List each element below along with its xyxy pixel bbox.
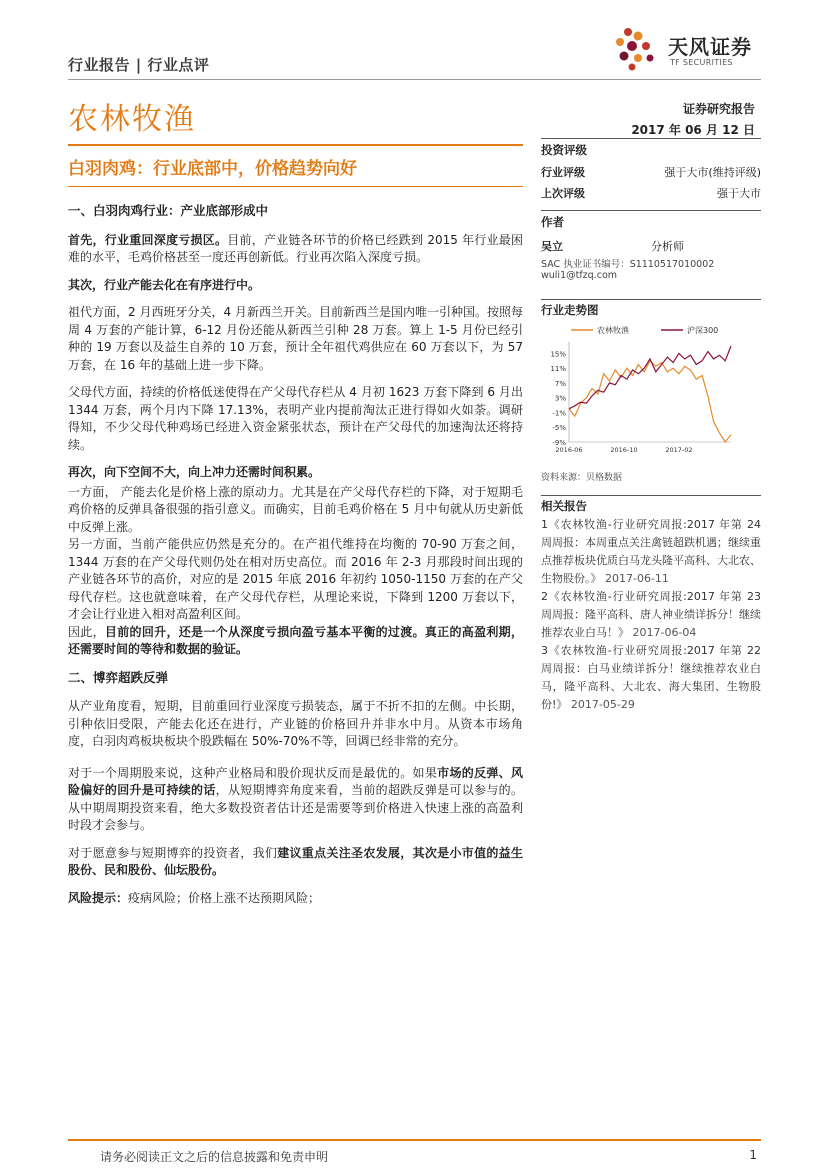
section-heading-1: 一、白羽肉鸡行业：产业底部形成中 <box>68 203 269 218</box>
rating-heading: 投资评级 <box>541 143 587 157</box>
logo-dot <box>616 38 624 46</box>
chart-y-tick-label: 3% <box>554 394 566 403</box>
industry-rating-value: 强于大市(维持评级) <box>664 166 761 179</box>
logo-text-cn: 天风证券 <box>668 35 752 59</box>
logo-dot <box>634 32 643 41</box>
section-heading-2: 二、博弈超跌反弹 <box>68 669 169 685</box>
related-header <box>541 495 761 514</box>
prev-rating-value: 强于大市 <box>717 187 761 200</box>
report-type: 证券研究报告 <box>682 102 755 116</box>
chart-heading: 行业走势图 <box>541 303 599 317</box>
paragraph-1-text: 目前，产业链各环节的价格已经跌到 2015 年行业最困难的水平，毛鸡价格甚至一度还再创新低。行业再次陷入深度亏损。 <box>68 232 523 264</box>
chart-rule <box>541 299 761 300</box>
paragraph-11-emphasis: 建议重点关注圣农发展，其次是小市值的益生股份、民和股份、仙坛股份。 <box>68 845 523 877</box>
author-heading: 作者 <box>541 215 564 229</box>
paragraph-4: 父母代方面，持续的价格低迷使得在产父母代存栏从 4 月初 1623 万套下降到 6 月出 1344 万套，两个月内下降 17.13%，表明产业内提前淘汰正进行得如火如荼。调研得知，不少父母代种鸡场已经进入资金紧张状态，预计在产父母代的加速淘汰还将持续。 <box>68 385 523 452</box>
chart-series-line-1 <box>569 361 731 442</box>
chart-y-tick-label: -9% <box>552 439 566 447</box>
author-email[interactable]: wuli1@tfzq.com <box>541 270 618 281</box>
title-rule-bottom <box>68 186 523 187</box>
paragraph-1 <box>68 232 523 267</box>
report-title: 白羽肉鸡：行业底部中，价格趋势向好 <box>68 159 357 179</box>
page-number: 1 <box>749 1148 757 1162</box>
related-report-item[interactable] <box>541 516 761 588</box>
author-sac: SAC 执业证书编号：S1110517010002 <box>541 259 715 270</box>
main-content <box>68 202 523 917</box>
author-block <box>541 210 761 281</box>
report-category-nav: 行业报告 | 行业点评 <box>68 56 210 74</box>
risk-text: 疫病风险；价格上涨不达预期风险； <box>128 890 321 905</box>
chart-y-tick-label: -5% <box>552 424 566 433</box>
paragraph-8-prefix: 因此， <box>68 624 105 639</box>
related-report-title: 1《农林牧渔-行业研究周报:2017 年第 24 周周报：本周重点关注禽链超跌机遇；继续重点推荐板块优质白马龙头隆平高科、大北农、生物股份。》 <box>541 518 761 585</box>
author-row <box>541 238 761 254</box>
related-report-title: 2《农林牧渔-行业研究周报:2017 年第 23 周周报：隆平高科、唐人神业绩详拆分！继续推荐农业白马！》 <box>541 590 761 639</box>
paragraph-11 <box>68 845 523 880</box>
paragraph-10-text-a: 对于一个周期股来说，这种产业格局和股价现状反而是最优的。如果 <box>68 765 438 780</box>
chart-y-tick-label: 7% <box>554 379 566 388</box>
paragraph-3: 祖代方面，2 月西班牙分关，4 月新西兰开关。目前新西兰是国内唯一引种国。按照每周 4 万套的产能计算，6-12 月份还能从新西兰引种 28 万套。算上 1-5 月份已经引种的 19 万套以及益生自养的 10 万套，预计全年祖代鸡供应在 60 万套以下，为 57 万套，在 16 年的基础上进一步下降。 <box>68 305 523 372</box>
paragraph-8-emphasis: 目前的回升，还是一个从深度亏损向盈亏基本平衡的过渡。真正的高盈利期，还需要时间的等待和数据的验证。 <box>68 624 523 656</box>
chart-series-line-2 <box>569 346 731 409</box>
header-divider <box>68 79 761 80</box>
sector-title: 农林牧渔 <box>68 102 196 137</box>
chart-source: 资料来源：贝格数据 <box>541 473 623 483</box>
logo-dot <box>627 41 637 51</box>
related-report-date: 2017-06-04 <box>629 626 697 639</box>
paragraph-9: 从产业角度看，短期，目前重回行业深度亏损装态，属于不折不扣的左侧。中长期，引种依旧受限，产能去化还在进行，产业链的价格回升并非水中月。从资本市场角度，白羽肉鸡板块板块个股跌幅在 50%-70%不等，回调已经非常的充分。 <box>68 699 523 748</box>
related-report-item[interactable] <box>541 588 761 642</box>
related-heading: 相关报告 <box>541 499 587 513</box>
chart-x-tick-label: 2017-02 <box>665 446 693 454</box>
paragraph-7: 另一方面，当前产能供应仍然是充分的。在产祖代维持在均衡的 70-90 万套之间，1344 万套的在产父母代则仍处在相对历史高位。而 2016 年 2-3 月那段时间出现的产业链各环节的高价，对应的是 2015 年底 2016 年初约 1050-1150 万套的在产父母代存栏。这也就意味着，在产父母代存栏，从理论来说，下降到 1200 万套以下，才会让行业进入相对高盈利区间。 <box>68 537 523 621</box>
related-reports-list <box>541 516 761 714</box>
rating-block <box>541 138 761 201</box>
paragraph-6: 一方面， 产能去化是价格上涨的原动力。尤其是在产父母代存栏的下降，对于短期毛鸡价格的反弹具备很强的指引意义。而确实，目前毛鸡价格在 5 月中旬就从历史新低中反弹上涨。 <box>68 484 523 534</box>
paragraph-1-lead: 首先，行业重回深度亏损区。 <box>68 232 228 247</box>
title-rule-top <box>68 144 523 146</box>
risk-warning <box>68 890 523 908</box>
paragraph-10-text-b: ，从短期博弈角度来看，当前的超跌反弹是可以参与的。从中期周期投资来看，绝大多数投资者估计还是需要等到价格进入快速上涨的高盈利时段才会参与。 <box>68 783 523 832</box>
chart-y-tick-label: -1% <box>552 409 566 418</box>
chart-legend-label: 农林牧渔 <box>597 326 629 335</box>
author-name: 吴立 <box>541 240 563 253</box>
chart-y-tick-label: 15% <box>550 350 566 359</box>
related-report-date: 2017-06-11 <box>601 572 669 585</box>
logo-dot <box>647 55 654 62</box>
paragraph-11-text: 对于愿意参与短期博弈的投资者，我们 <box>68 845 278 860</box>
footer-rule <box>68 1139 761 1141</box>
prev-rating-row <box>541 185 761 201</box>
logo-dot <box>629 64 636 71</box>
chart-legend-label: 沪深300 <box>687 326 719 335</box>
paragraph-2-lead: 其次，行业产能去化在有序进行中。 <box>68 277 261 292</box>
prev-rating-label: 上次评级 <box>541 187 585 200</box>
related-report-item[interactable] <box>541 642 761 714</box>
logo-dot <box>620 52 629 61</box>
report-date: 2017 年 06 月 12 日 <box>631 123 755 137</box>
paragraph-5 <box>68 464 523 482</box>
logo-text-en: TF SECURITIES <box>670 58 733 67</box>
author-rule <box>541 210 761 211</box>
related-report-date: 2017-05-29 <box>567 698 635 711</box>
paragraph-8 <box>68 624 523 659</box>
industry-rating-label: 行业评级 <box>541 166 585 179</box>
related-report-title: 3《农林牧渔-行业研究周报:2017 年第 22 周周报：白马业绩详拆分！继续推荐农业白马，隆平高科、大北农、海大集团、生物股份!》 <box>541 644 761 711</box>
related-rule <box>541 495 761 496</box>
paragraph-5-lead: 再次，向下空间不大，向上冲力还需时间积累。 <box>68 465 321 479</box>
paragraph-10-emphasis: 市场的反弹、风险偏好的回升是可持续的话 <box>68 765 523 797</box>
logo-dot <box>634 54 642 62</box>
paragraph-10 <box>68 765 523 835</box>
chart-block <box>541 299 761 318</box>
author-role: 分析师 <box>651 240 684 253</box>
logo-dot <box>642 42 650 50</box>
logo-dot <box>624 28 632 36</box>
risk-label: 风险提示： <box>68 890 129 905</box>
footer-disclaimer[interactable]: 请务必阅读正文之后的信息披露和免责申明 <box>100 1150 329 1164</box>
industry-rating-row <box>541 164 761 180</box>
rating-rule <box>541 138 761 139</box>
chart-x-tick-label: 2016-06 <box>555 446 583 454</box>
chart-y-tick-label: 11% <box>550 365 566 374</box>
chart-x-tick-label: 2016-10 <box>610 446 638 454</box>
paragraph-2 <box>68 277 523 295</box>
industry-trend-chart <box>541 320 761 460</box>
